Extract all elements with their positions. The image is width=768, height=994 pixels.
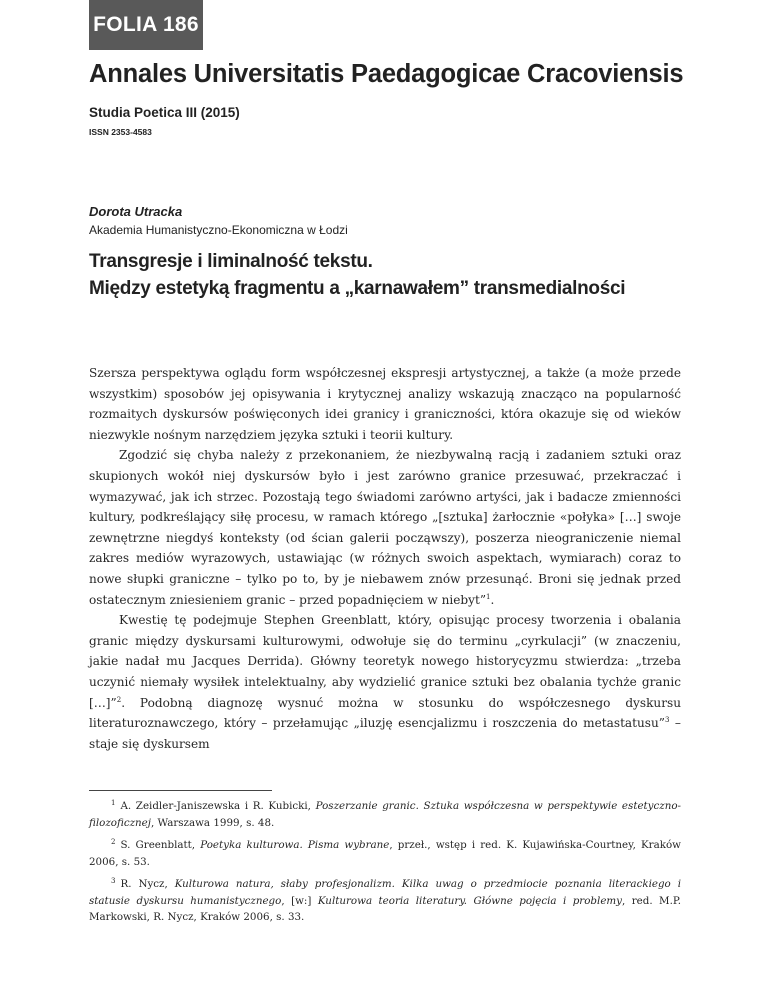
author-affiliation: Akademia Humanistyczno-Ekonomiczna w Łodzi [89,223,348,237]
footnote-ref-2[interactable]: 2 [116,695,122,704]
footnote-number: 2 [111,838,116,846]
footnote-text: S. Greenblatt, [120,839,201,851]
article-title-line-1: Transgresje i liminalność tekstu. [89,251,373,272]
journal-title: Annales Universitatis Paedagogicae Cracoviensis [89,60,684,88]
paragraph-2-text: Zgodzić się chyba należy z przekonaniem, że niezbywalną racją i zadaniem sztuki oraz skupionych wokół niej dyskursów było i jest zarówno granice przesuwać, przekraczać i wymazywać, jak ich strzec. Pozostają tego świadomi zarówno artyści, jak i badacze zmienności kultury, podkreślający siłę procesu, w ramach którego „[sztuka] żarłocznie «połyka» […] swoje zewnętrzne niegdyś konteksty (od ścian galerii począwszy), poszerza nieograniczenie niemal zakres mediów wyrazowych, ustawiając (w różnych swoich aspektach, wymiarach) coraz to nowe słupki graniczne – tylko po to, by je niebawem znów przesunąć. Broni się jednak przed ostatecznym zniesieniem granic – przed popadnięciem w niebyt” [89,448,681,607]
footnote-separator [89,790,272,791]
footnote-text: R. Nycz, [120,878,175,890]
series-label: Studia Poetica III (2015) [89,105,240,120]
footnote-text: , [w:] [281,894,318,907]
article-title-line-2: Między estetyką fragmentu a „karnawałem” transmedialności [89,278,626,299]
issn-label: ISSN 2353-4583 [89,127,152,137]
footnote-ref-3[interactable]: 3 [664,716,670,725]
footnote-ref-1[interactable]: 1 [486,592,491,601]
paragraph-3 [89,610,681,754]
footnote-3 [89,873,681,926]
footnote-text: , red. M.P. Markowski, R. Nycz, Kraków 2006, s. 33. [89,894,681,923]
footnote-number: 1 [111,799,116,807]
paragraph-3-text-a: Kwestię tę podejmuje Stephen Greenblatt, który, opisując procesy tworzenia i obalania granic między dyskursami kulturowymi, odwołuje się do terminu „cyrkulacji” (w znaczeniu, jakie nadał mu Jacques Derrida). Główny teoretyk nowego historycyzmu stwierdza: „trzeba uczynić niemały wysiłek intelektualny, aby wydzielić granice sztuki bez obalania tychże granic […]” [89,613,681,710]
folia-badge: FOLIA 186 [89,0,203,50]
footnote-title: Poetyka kulturowa. Pisma wybrane [200,839,390,851]
paragraph-3-text-c: – staje się dyskursem [89,716,681,751]
article-body [89,363,681,754]
footnotes [89,795,681,929]
footnote-number: 3 [111,877,116,885]
footnote-1 [89,795,681,831]
footnote-text: , przeł., wstęp i red. K. Kujawińska-Courtney, Kraków 2006, s. 53. [89,839,681,868]
footnote-2 [89,834,681,870]
article-title [89,248,625,302]
footnote-title: Kulturowa natura, słaby profesjonalizm. Kilka uwag o przedmiocie poznania literackiego i statusie dyskursu humanistycznego [89,878,681,907]
paragraph-2-end: . [490,592,495,607]
paragraph-2 [89,445,681,610]
author-name: Dorota Utracka [89,204,183,219]
footnote-title: Kulturowa teoria literatury. Główne pojęcia i problemy [317,894,622,907]
paragraph-3-text-b: . Podobną diagnozę wysnuć można w stosunku do współczesnego dyskursu literaturoznawczego, który – przełamując „iluzję esencjalizmu i roszczenia do metastatusu” [89,695,681,731]
paragraph-1: Szersza perspektywa oglądu form współczesnej ekspresji artystycznej, a także (a może przede wszystkim) sposobów jej opisywania i krytycznej analizy wskazują znacząco na popularność rozmaitych dyskursów poświęconych idei granicy i graniczności, która okazuje się od wieków niezwykle nośnym narzędziem języka sztuki i teorii kultury. [89,366,681,442]
footnote-text: A. Zeidler-Janiszewska i R. Kubicki, [120,800,316,812]
footnote-title: Poszerzanie granic. Sztuka współczesna w perspektywie estetyczno-filozoficznej [89,800,682,829]
footnote-text: , Warszawa 1999, s. 48. [150,816,275,829]
